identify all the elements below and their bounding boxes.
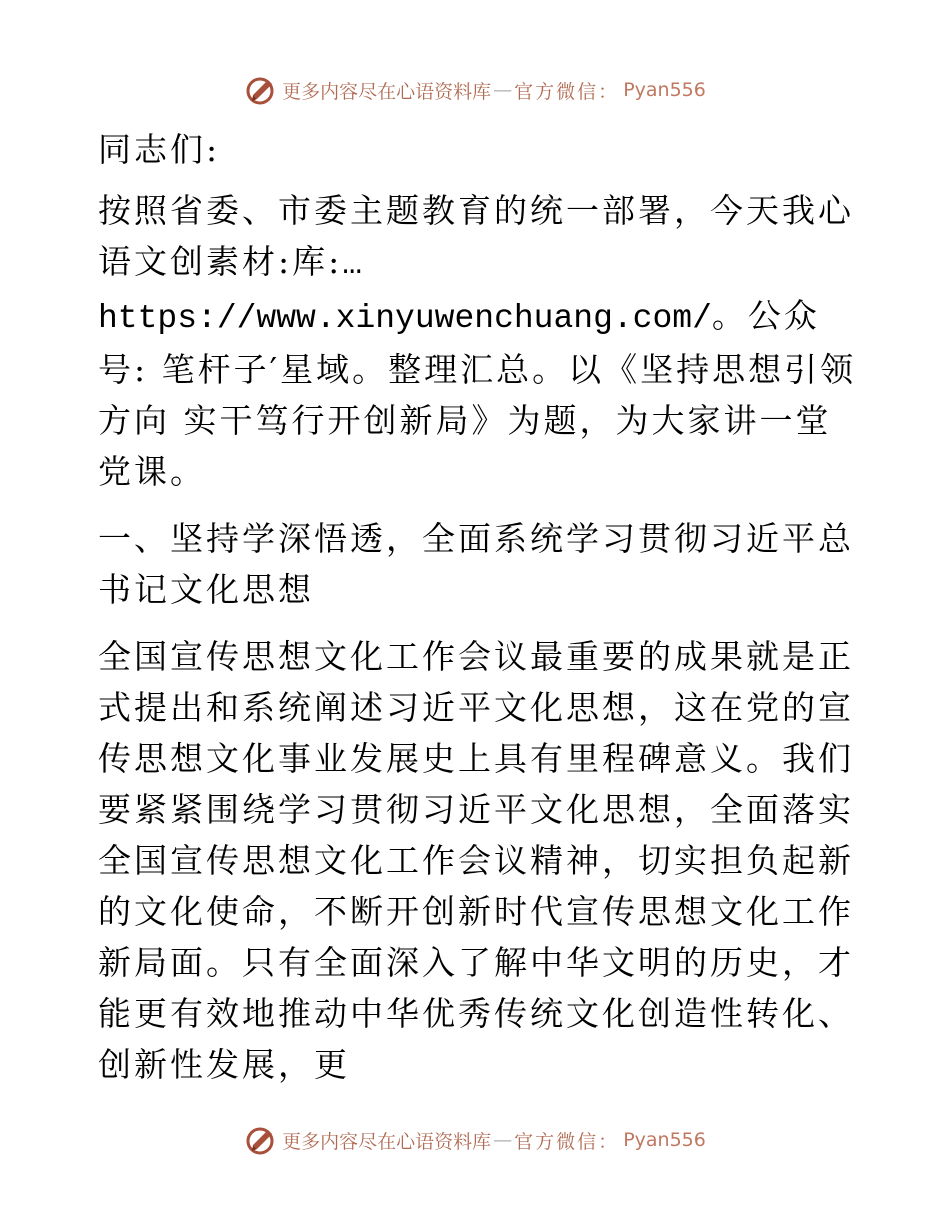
- banner-wechat-id: Pyan556: [623, 1129, 706, 1151]
- body-paragraph: 全国宣传思想文化工作会议最重要的成果就是正式提出和系统阐述习近平文化思想，这在党的宣传思想文化事业发展史上具有里程碑意义。我们要紧紧围绕学习贯彻习近平文化思想，全面落实全国宣传思想文化工作会议精神，切实担负起新的文化使命，不断开创新时代宣传思想文化工作新局面。只有全面深入了解中华文明的历史，才能更有效地推动中华优秀传统文化创造性转化、创新性发展，更: [98, 637, 854, 1084]
- banner-official-label: 官方微信：: [514, 80, 620, 103]
- pen-logo-icon: [244, 1123, 278, 1157]
- intro-paragraph: [98, 185, 858, 497]
- banner-site-text: 更多内容尽在心语资料库: [282, 80, 492, 103]
- salutation: 同志们:: [98, 130, 221, 169]
- intro-text-1: 按照省委、市委主题教育的统一部署，今天我心语文创素材:库:: [98, 191, 854, 281]
- document-body: [98, 124, 858, 1106]
- header-watermark: [0, 70, 950, 110]
- banner-separator: —: [493, 1129, 513, 1151]
- footer-watermark: [0, 1120, 950, 1160]
- section-heading: 一、坚持学深悟透，全面系统学习贯彻习近平总书记文化思想: [98, 519, 854, 609]
- pen-logo-icon: [244, 73, 278, 107]
- banner-wechat-id: Pyan556: [623, 79, 706, 101]
- intro-url: …https://www.xinyuwenchuang.com/: [98, 246, 712, 337]
- banner-official-label: 官方微信：: [514, 1130, 620, 1153]
- banner-site-text: 更多内容尽在心语资料库: [282, 1130, 492, 1153]
- intro-text-2: 。公众号: 笔杆子′星域。整理汇总。以《坚持思想引领方向 实干笃行开创新局》为题，为大家讲一堂党课。: [98, 296, 857, 491]
- banner-separator: —: [493, 79, 513, 101]
